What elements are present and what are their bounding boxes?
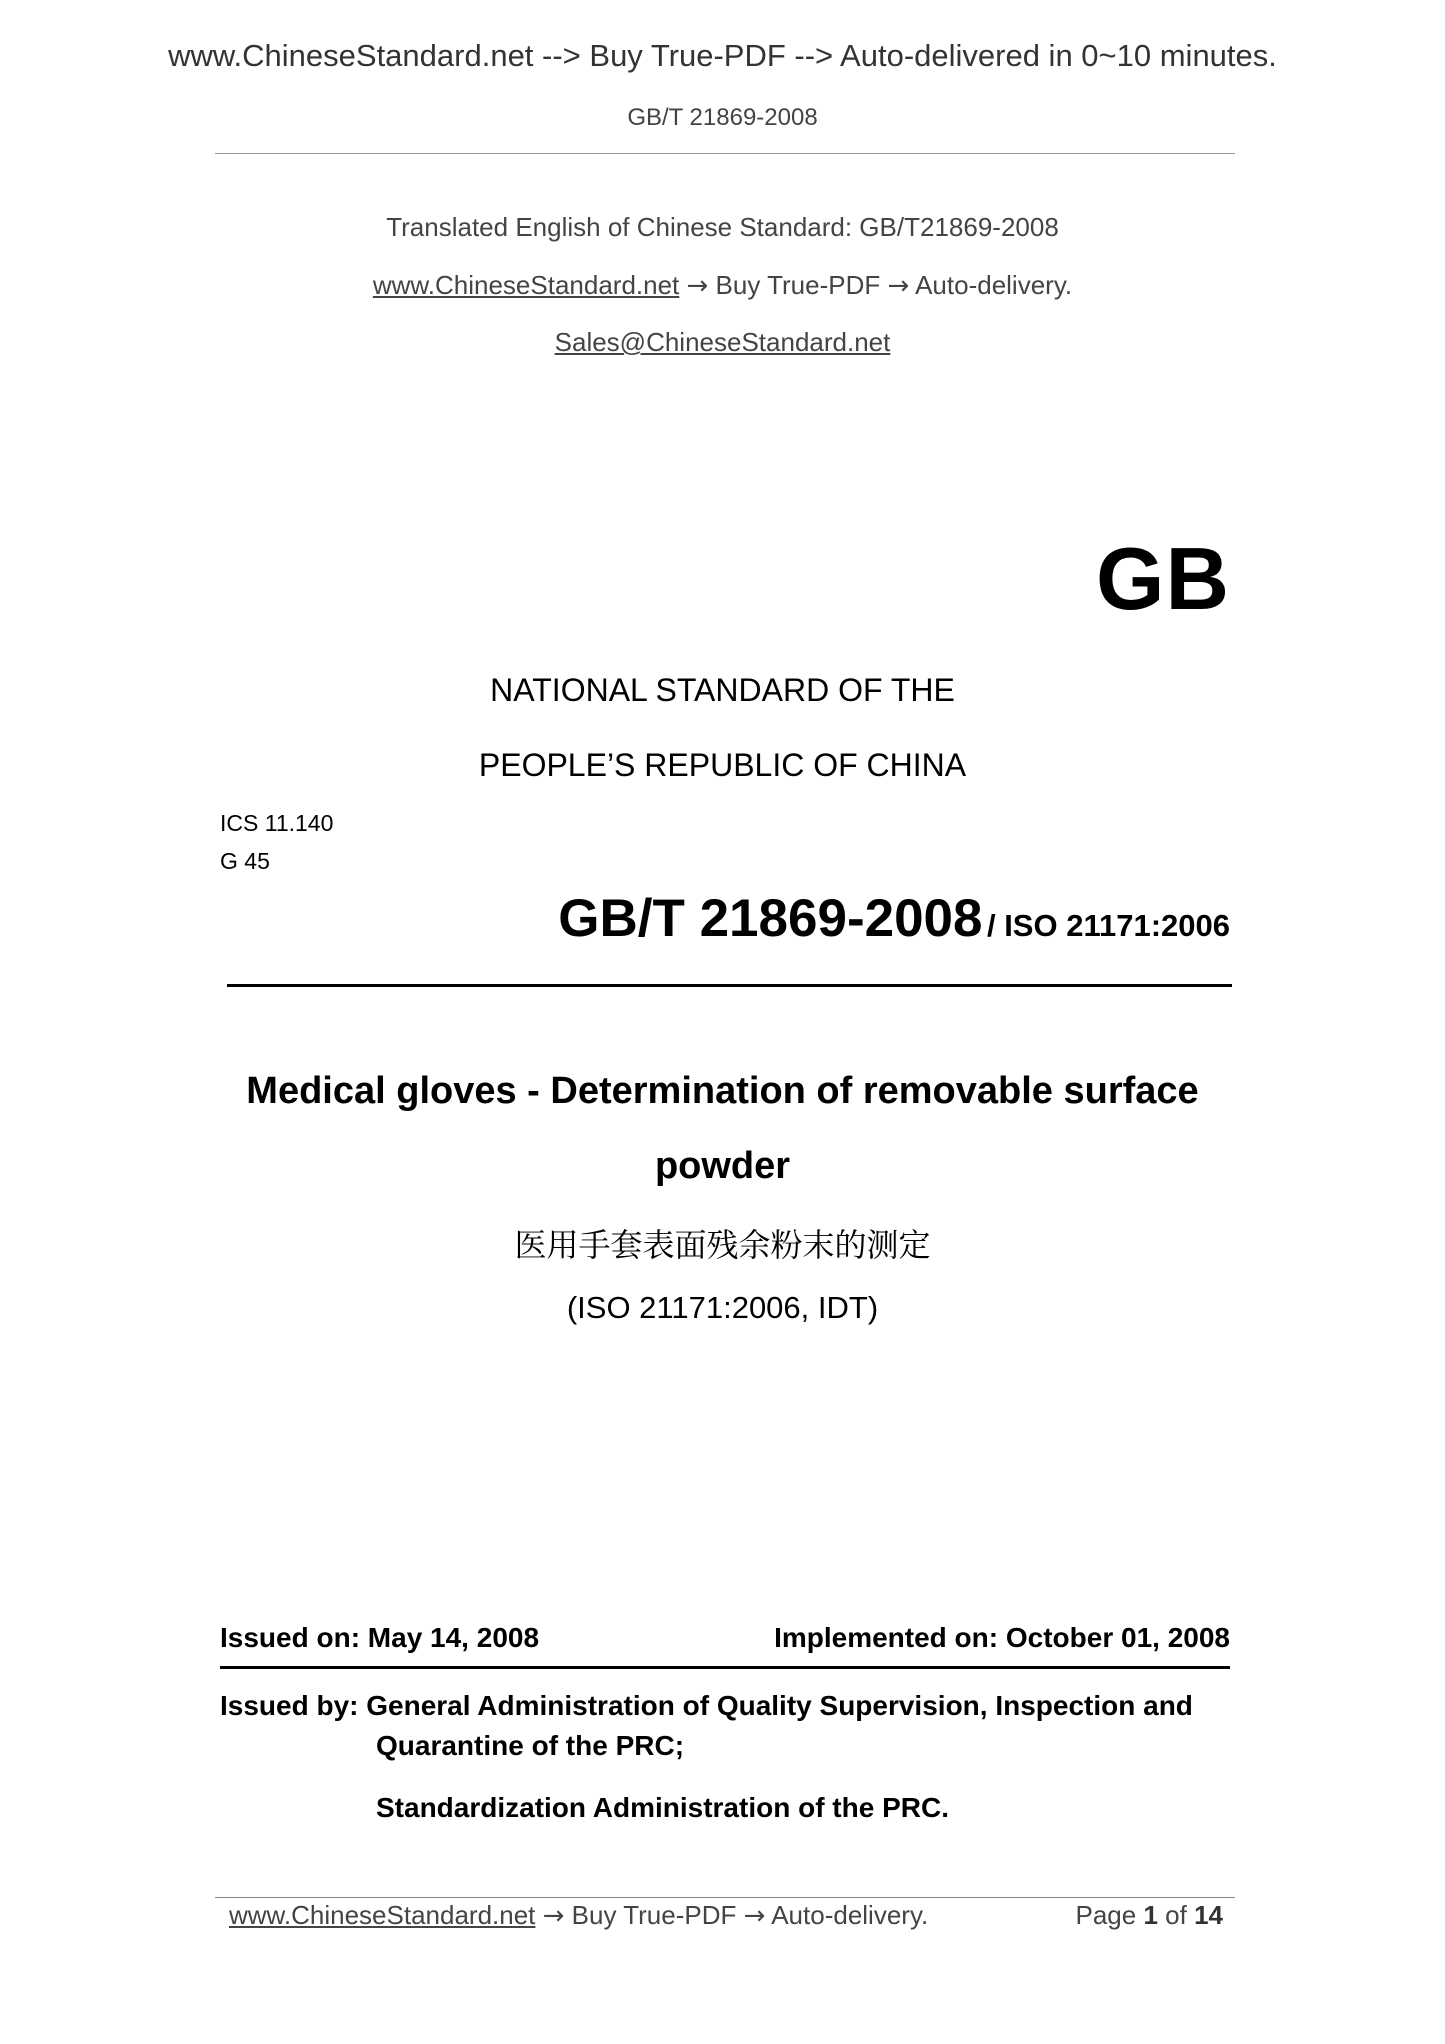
iso-reference: / ISO 21171:2006 [986,908,1230,943]
arrow-right-icon: → [686,271,709,301]
arrow-right-icon: → [887,271,910,301]
footer-auto-delivery-text: Auto-delivery. [771,1900,929,1930]
translated-line: Translated English of Chinese Standard: GB/T21869-2008 [386,212,1059,242]
national-standard-line-2: PEOPLE’S REPUBLIC OF CHINA [478,747,967,783]
auto-delivery-text: Auto-delivery. [915,270,1073,300]
ics-code: ICS 11.140 [220,810,334,836]
site-link[interactable]: www.ChineseStandard.net [372,270,680,300]
footer-divider [215,1897,1235,1898]
buy-text: Buy True-PDF [715,270,881,300]
page-label: Page [1075,1900,1137,1930]
classification-code: G 45 [220,848,270,874]
delivery-line [0,270,1445,301]
header-standard-code: GB/T 21869-2008 [627,104,818,131]
footer-site-link[interactable]: www.ChineseStandard.net [229,1900,536,1930]
arrow-right-icon: → [743,1901,766,1931]
chinese-title: 医用手套表面残余粉末的测定 [514,1226,931,1264]
title-divider [227,984,1232,987]
standard-number: GB/T 21869-2008 [558,889,983,948]
footer-delivery-line [229,1900,928,1931]
arrow-right-icon: → [542,1901,565,1931]
issued-by: Issued by: General Administration of Quality Supervision, Inspection and [220,1690,1193,1721]
document-title-line-1: Medical gloves - Determination of removable surface [246,1070,1199,1112]
header-divider [215,153,1235,154]
document-title-line-2: powder [654,1145,791,1187]
page-indicator [1075,1900,1223,1931]
gb-logo: GB [1096,529,1230,628]
national-standard-line-1: NATIONAL STANDARD OF THE [490,672,955,708]
of-label: of [1165,1900,1187,1930]
issued-on: Issued on: May 14, 2008 [220,1622,540,1653]
standard-number-block [558,888,1230,949]
idt-note: (ISO 21171:2006, IDT) [566,1290,879,1325]
footer-buy-text: Buy True-PDF [571,1900,737,1930]
sales-email-link[interactable]: Sales@ChineseStandard.net [554,327,891,357]
implemented-on: Implemented on: October 01, 2008 [774,1622,1230,1653]
page-total: 14 [1194,1900,1223,1930]
issued-by-continued: Quarantine of the PRC; [376,1730,685,1761]
issue-divider [220,1666,1230,1669]
sales-line [0,327,1445,358]
issued-by-second: Standardization Administration of the PRC. [376,1792,949,1823]
page-number: 1 [1143,1900,1158,1930]
top-banner: www.ChineseStandard.net --> Buy True-PDF --> Auto-delivered in 0~10 minutes. [168,38,1277,73]
